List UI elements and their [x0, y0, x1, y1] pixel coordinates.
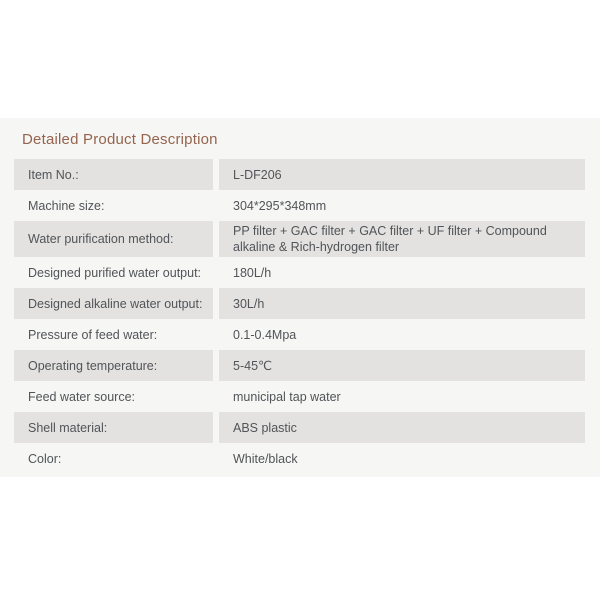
table-row — [14, 381, 585, 412]
row-value: L-DF206 — [219, 159, 585, 190]
row-label: Designed alkaline water output: — [14, 288, 213, 319]
table-row — [14, 190, 585, 221]
row-value: 180L/h — [233, 265, 272, 280]
row-value: 30L/h — [219, 288, 585, 319]
row-value: 0.1-0.4Mpa — [233, 327, 297, 342]
row-label: Feed water source: — [28, 389, 135, 404]
row-value: 304*295*348mm — [233, 198, 327, 213]
row-value: municipal tap water — [233, 389, 341, 404]
table-row — [14, 319, 585, 350]
product-description-panel — [0, 118, 600, 477]
row-value: 5-45℃ — [219, 350, 585, 381]
table-row — [14, 221, 585, 257]
row-label: Water purification method: — [14, 221, 213, 257]
table-row — [14, 412, 585, 443]
row-label: Pressure of feed water: — [28, 327, 158, 342]
row-label: Machine size: — [28, 198, 105, 213]
row-label: Item No.: — [14, 159, 213, 190]
row-label: Operating temperature: — [14, 350, 213, 381]
row-label: Designed purified water output: — [28, 265, 202, 280]
row-value: PP filter + GAC filter + GAC filter + UF filter + Compound alkaline & Rich-hydrogen filter — [219, 221, 585, 257]
table-row — [14, 288, 585, 319]
row-value: White/black — [233, 451, 298, 466]
spec-table — [14, 159, 585, 474]
table-row — [14, 159, 585, 190]
table-row — [14, 443, 585, 474]
row-label: Shell material: — [14, 412, 213, 443]
row-value: ABS plastic — [219, 412, 585, 443]
table-row — [14, 350, 585, 381]
section-title: Detailed Product Description — [22, 131, 218, 148]
row-label: Color: — [28, 451, 62, 466]
table-row — [14, 257, 585, 288]
